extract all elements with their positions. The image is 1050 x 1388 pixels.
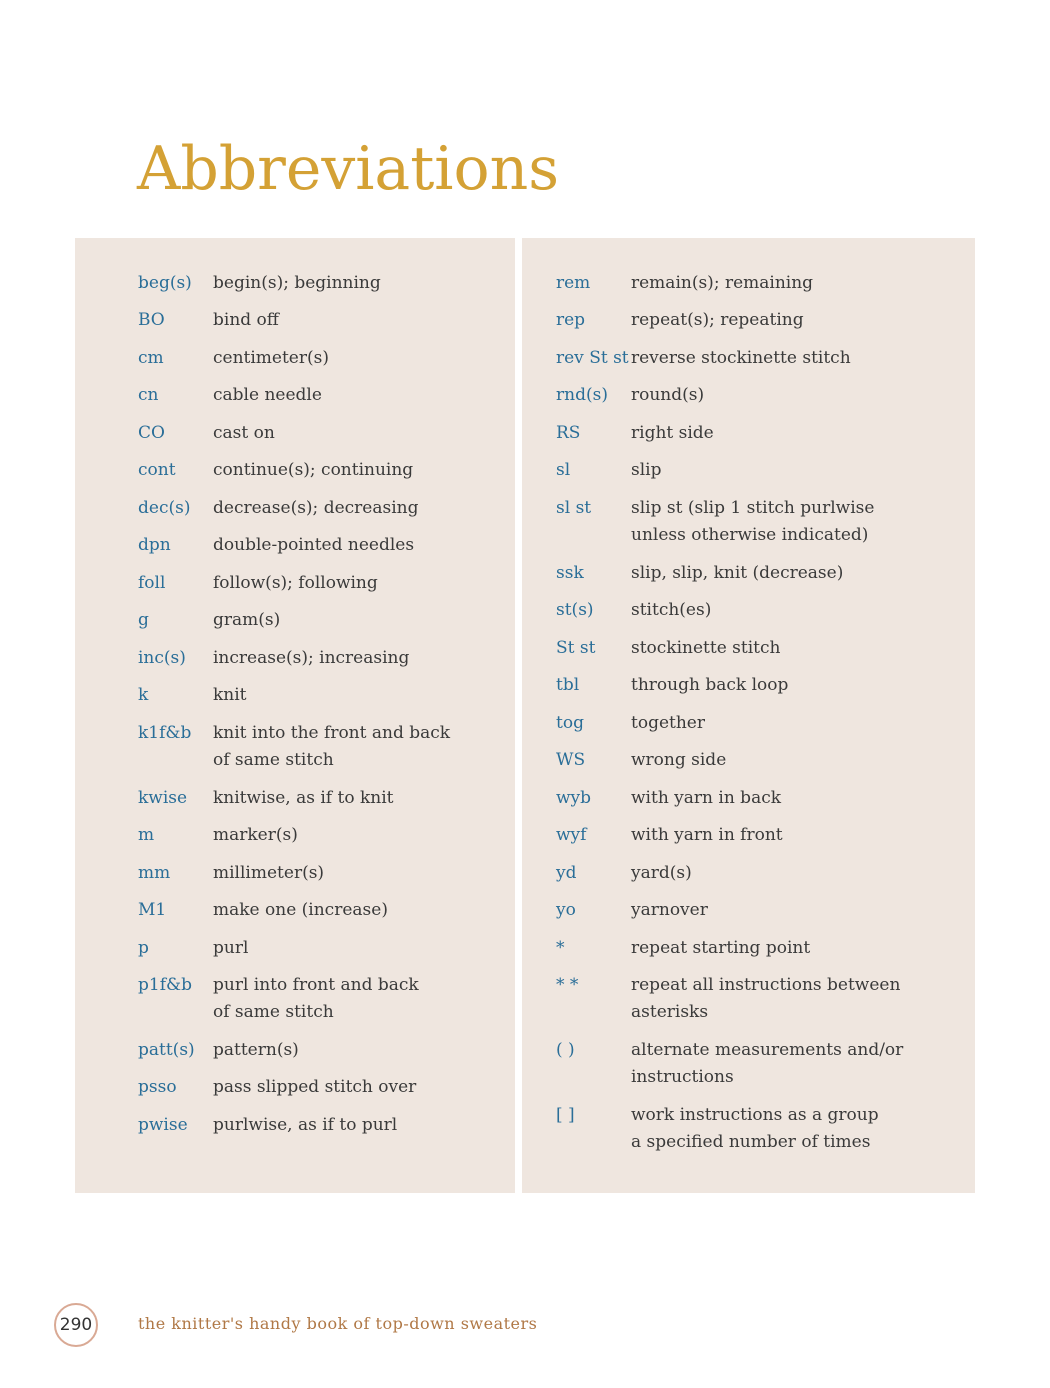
definition-line: marker(s) (213, 825, 298, 846)
abbreviation-term: p1f&b (138, 975, 193, 996)
definition-line: unless otherwise indicated) (631, 525, 869, 546)
abbreviation-term: * (556, 937, 565, 958)
abbreviation-definition (631, 597, 956, 624)
definition-line: follow(s); following (213, 572, 378, 593)
abbreviation-definition (631, 935, 956, 962)
abbreviation-term: wyb (556, 787, 592, 808)
definition-line: slip st (slip 1 stitch purlwise (631, 497, 875, 518)
abbreviation-entry (556, 822, 956, 849)
abbreviation-definition (213, 570, 508, 597)
definition-line: repeat all instructions between (631, 975, 901, 996)
abbreviation-entry (556, 560, 956, 587)
abbreviation-term: St st (556, 637, 596, 658)
abbreviation-definition (631, 457, 956, 484)
definition-line: continue(s); continuing (213, 460, 414, 481)
definition-line: cable needle (213, 385, 322, 406)
abbreviation-term: BO (138, 310, 165, 331)
definition-line: centimeter(s) (213, 347, 329, 368)
abbreviation-term: sl (556, 460, 571, 481)
page-number: 290 (54, 1303, 98, 1347)
definition-line: gram(s) (213, 610, 281, 631)
abbreviation-entry (556, 495, 956, 550)
definition-line: right side (631, 422, 714, 443)
abbreviation-definition (213, 532, 508, 559)
definition-line: increase(s); increasing (213, 647, 410, 668)
abbreviation-definition (631, 822, 956, 849)
abbreviation-term: ssk (556, 562, 584, 583)
abbreviation-entry (138, 457, 508, 484)
abbreviation-entry (138, 785, 508, 812)
abbreviation-definition (213, 860, 508, 887)
abbreviation-entry (556, 457, 956, 484)
abbreviation-term: k1f&b (138, 722, 192, 743)
abbreviation-term: rep (556, 310, 586, 331)
abbreviation-definition (631, 747, 956, 774)
definition-line: repeat(s); repeating (631, 310, 804, 331)
abbreviation-entry (138, 1112, 508, 1139)
abbreviation-term: tbl (556, 675, 580, 696)
abbreviation-entry (556, 635, 956, 662)
abbreviation-definition (213, 345, 508, 372)
definition-line: round(s) (631, 385, 705, 406)
column-divider (515, 275, 522, 1193)
abbreviation-entry (138, 570, 508, 597)
abbreviation-definition (213, 935, 508, 962)
abbreviation-term: ( ) (556, 1039, 575, 1060)
abbreviation-term: m (138, 825, 155, 846)
definition-line: stitch(es) (631, 600, 712, 621)
abbreviation-term: rem (556, 273, 591, 293)
abbreviation-entry (556, 785, 956, 812)
abbreviation-entry (556, 972, 956, 1027)
abbreviation-definition (631, 420, 956, 447)
definition-line: of same stitch (213, 1002, 334, 1023)
abbreviation-entry (556, 1037, 956, 1092)
abbreviation-definition (213, 420, 508, 447)
abbreviation-term: M1 (138, 900, 167, 921)
definition-line: together (631, 712, 705, 733)
abbreviation-term: patt(s) (138, 1039, 195, 1060)
abbreviation-entry (556, 382, 956, 409)
abbreviation-definition (631, 307, 956, 334)
abbreviation-entry (138, 935, 508, 962)
abbreviation-term: k (138, 685, 149, 706)
definition-line: remain(s); remaining (631, 273, 814, 293)
abbreviation-term: psso (138, 1077, 177, 1098)
definition-line: with yarn in back (631, 787, 782, 808)
abbreviation-entry (556, 747, 956, 774)
abbreviation-definition (213, 270, 508, 297)
definition-line: knit into the front and back (213, 722, 451, 743)
abbreviation-entry (138, 345, 508, 372)
definition-line: work instructions as a group (631, 1104, 879, 1125)
abbreviation-definition (631, 710, 956, 737)
definition-line: stockinette stitch (631, 637, 781, 658)
abbreviation-term: wyf (556, 825, 587, 846)
abbreviation-definition (213, 645, 508, 672)
abbreviation-term: mm (138, 862, 171, 883)
abbreviation-definition (631, 382, 956, 409)
abbreviation-term: cont (138, 460, 176, 481)
abbreviation-definition (631, 672, 956, 699)
abbreviation-term: CO (138, 422, 165, 443)
abbreviation-entry (138, 532, 508, 559)
abbreviation-definition (213, 822, 508, 849)
abbreviation-entry (556, 1102, 956, 1157)
abbreviation-entry (556, 420, 956, 447)
abbreviation-entry (138, 860, 508, 887)
abbreviation-definition (631, 897, 956, 924)
abbreviation-term: yd (556, 862, 577, 883)
abbreviation-term: yo (556, 900, 576, 921)
abbreviation-definition (631, 495, 956, 550)
abbreviation-definition (213, 682, 508, 709)
abbreviation-entry (556, 935, 956, 962)
abbreviation-definition (213, 897, 508, 924)
abbreviation-definition (631, 635, 956, 662)
abbreviation-term: beg(s) (138, 273, 192, 293)
abbreviation-definition (631, 972, 956, 1027)
definition-line: purl into front and back (213, 975, 419, 996)
definition-line: bind off (213, 310, 279, 331)
abbreviation-definition (631, 560, 956, 587)
definition-line: alternate measurements and/or (631, 1039, 904, 1060)
definition-line: with yarn in front (631, 825, 783, 846)
abbreviation-term: cm (138, 347, 164, 368)
abbreviation-term: st(s) (556, 600, 594, 621)
abbreviation-entry (556, 270, 956, 297)
abbreviation-list-right (556, 270, 956, 1166)
abbreviation-definition (213, 720, 508, 775)
abbreviation-definition (213, 457, 508, 484)
abbreviation-definition (213, 607, 508, 634)
abbreviation-definition (213, 1112, 508, 1139)
abbreviation-term: pwise (138, 1114, 188, 1135)
abbreviation-term: tog (556, 712, 584, 733)
abbreviation-entry (556, 897, 956, 924)
abbreviation-term: p (138, 937, 149, 958)
definition-line: begin(s); beginning (213, 273, 381, 293)
definition-line: double-pointed needles (213, 535, 415, 556)
definition-line: of same stitch (213, 750, 334, 771)
abbreviation-definition (213, 495, 508, 522)
abbreviation-term: kwise (138, 787, 188, 808)
abbreviation-term: RS (556, 422, 581, 443)
definition-line: pass slipped stitch over (213, 1077, 417, 1098)
definition-line: purlwise, as if to purl (213, 1114, 398, 1135)
definition-line: asterisks (631, 1002, 709, 1023)
abbreviation-entry (138, 420, 508, 447)
abbreviation-definition (213, 307, 508, 334)
definition-line: knit (213, 685, 247, 706)
abbreviation-definition (631, 1102, 956, 1157)
abbreviation-entry (138, 270, 508, 297)
abbreviation-term: rev St st (556, 347, 629, 368)
abbreviation-term: sl st (556, 497, 592, 518)
abbreviation-entry (556, 597, 956, 624)
definition-line: a specified number of times (631, 1131, 871, 1152)
abbreviation-definition (213, 382, 508, 409)
abbreviation-list-left (138, 270, 508, 1149)
definition-line: yard(s) (631, 862, 692, 883)
definition-line: decrease(s); decreasing (213, 497, 419, 518)
abbreviation-entry (138, 382, 508, 409)
abbreviation-entry (556, 672, 956, 699)
definition-line: make one (increase) (213, 900, 388, 921)
abbreviation-entry (138, 682, 508, 709)
definition-line: slip, slip, knit (decrease) (631, 562, 844, 583)
abbreviation-entry (138, 307, 508, 334)
abbreviation-definition (631, 1037, 956, 1092)
abbreviation-entry (138, 1074, 508, 1101)
abbreviation-entry (138, 720, 508, 775)
abbreviation-entry (556, 860, 956, 887)
page-title: Abbreviations (137, 134, 560, 204)
abbreviation-entry (138, 495, 508, 522)
running-footer-book-title: the knitter's handy book of top-down sweaters (138, 1314, 538, 1333)
abbreviation-term: g (138, 610, 149, 631)
abbreviation-entry (138, 1037, 508, 1064)
abbreviation-entry (138, 972, 508, 1027)
definition-line: repeat starting point (631, 937, 811, 958)
definition-line: knitwise, as if to knit (213, 787, 394, 808)
abbreviation-term: WS (556, 750, 586, 771)
abbreviation-definition (213, 1074, 508, 1101)
abbreviation-definition (631, 270, 956, 297)
abbreviation-term: rnd(s) (556, 385, 608, 406)
abbreviation-term: cn (138, 385, 159, 406)
definition-line: through back loop (631, 675, 789, 696)
abbreviation-entry (138, 822, 508, 849)
abbreviation-definition (631, 345, 956, 372)
definition-line: slip (631, 460, 662, 481)
definition-line: wrong side (631, 750, 727, 771)
abbreviation-definition (631, 785, 956, 812)
abbreviation-entry (556, 710, 956, 737)
abbreviation-term: [ ] (556, 1104, 575, 1125)
abbreviation-entry (138, 897, 508, 924)
abbreviation-definition (213, 972, 508, 1027)
definition-line: yarnover (631, 900, 708, 921)
abbreviation-entry (138, 607, 508, 634)
definition-line: cast on (213, 422, 275, 443)
abbreviation-term: dec(s) (138, 497, 191, 518)
abbreviation-term: * * (556, 975, 579, 996)
abbreviation-entry (556, 345, 956, 372)
definition-line: instructions (631, 1067, 734, 1088)
abbreviation-term: dpn (138, 535, 171, 556)
abbreviation-definition (213, 1037, 508, 1064)
definition-line: reverse stockinette stitch (631, 347, 851, 368)
abbreviation-entry (138, 645, 508, 672)
abbreviation-definition (631, 860, 956, 887)
abbreviation-term: foll (138, 572, 166, 593)
definition-line: purl (213, 937, 249, 958)
definition-line: millimeter(s) (213, 862, 325, 883)
abbreviation-entry (556, 307, 956, 334)
definition-line: pattern(s) (213, 1039, 299, 1060)
abbreviation-definition (213, 785, 508, 812)
abbreviation-term: inc(s) (138, 647, 186, 668)
